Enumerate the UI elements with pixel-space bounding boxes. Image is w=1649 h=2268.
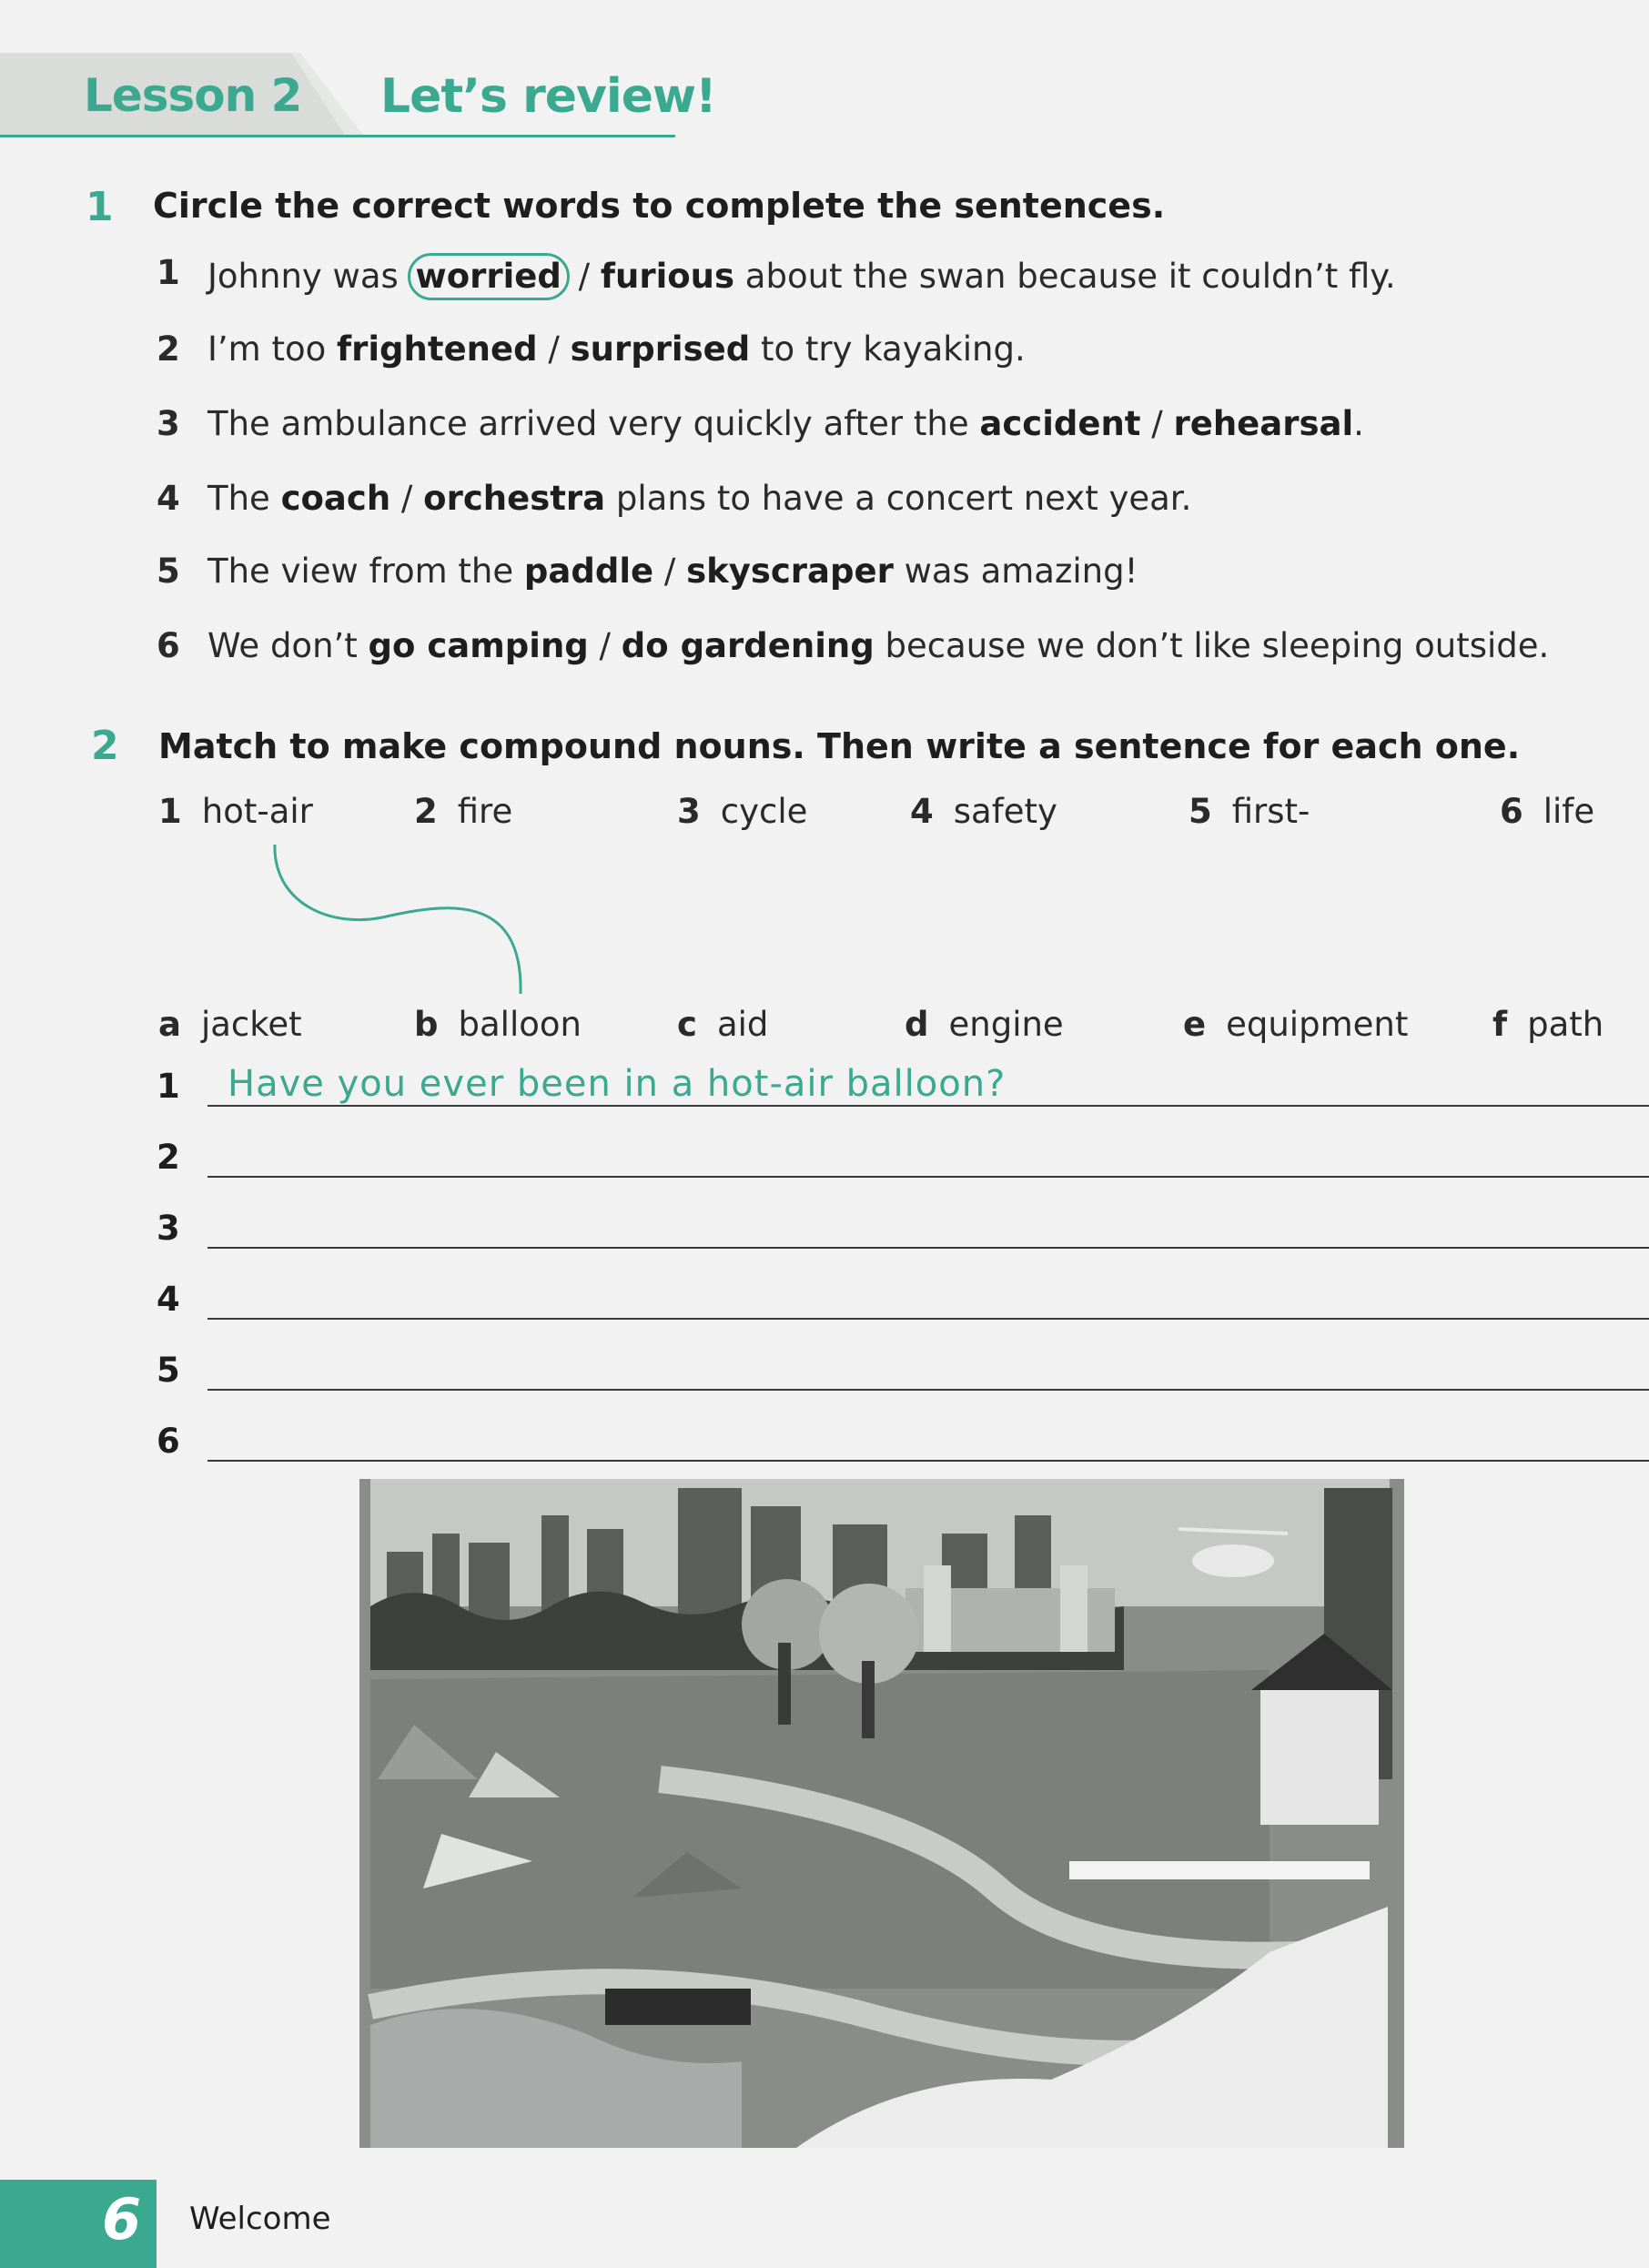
word-key: c	[677, 1005, 697, 1044]
line-number: 3	[157, 1209, 180, 1248]
match-right-word[interactable]	[905, 1005, 1064, 1044]
word-text: jacket	[200, 1005, 302, 1044]
option-separator: /	[588, 626, 622, 665]
answer-line-4[interactable]	[157, 1272, 1649, 1327]
word-key: f	[1492, 1005, 1508, 1044]
answer-line-2[interactable]	[157, 1130, 1649, 1185]
word-key: 3	[677, 792, 701, 831]
option-1[interactable]: go camping	[368, 626, 589, 665]
answer-line-3[interactable]	[157, 1201, 1649, 1256]
line-number: 5	[157, 1351, 180, 1390]
sentence-text	[207, 626, 1549, 665]
sentence-pre: The ambulance arrived very quickly after the	[207, 404, 980, 443]
match-right-word[interactable]	[1183, 1005, 1408, 1044]
word-text: first-	[1231, 792, 1310, 831]
option-separator: /	[567, 257, 601, 296]
word-text: safety	[953, 792, 1057, 831]
answer-rule	[207, 1318, 1649, 1320]
answer-line-5[interactable]	[157, 1343, 1649, 1398]
match-line-example	[264, 837, 546, 1001]
match-right-word[interactable]	[677, 1005, 768, 1044]
sentence-post: plans to have a concert next year.	[605, 479, 1192, 518]
option-2[interactable]: rehearsal	[1173, 404, 1354, 443]
header-rule	[0, 135, 675, 137]
sentence-pre: Johnny was	[207, 257, 410, 296]
line-number: 4	[157, 1280, 180, 1319]
sentence-text	[207, 479, 1191, 518]
option-1[interactable]: paddle	[523, 552, 654, 591]
answer-rule	[207, 1460, 1649, 1462]
option-separator: /	[653, 552, 687, 591]
word-key: 2	[414, 792, 438, 831]
item-number: 6	[157, 626, 180, 665]
sentence-pre: We don’t	[207, 626, 369, 665]
sentence-post: .	[1353, 404, 1364, 443]
option-separator: /	[537, 329, 571, 369]
option-2[interactable]: do gardening	[621, 626, 875, 665]
match-left-word[interactable]	[910, 792, 1057, 831]
word-key: 5	[1189, 792, 1212, 831]
lesson-label: Lesson 2	[84, 69, 302, 122]
match-right-word[interactable]	[158, 1005, 302, 1044]
item-number: 5	[157, 552, 180, 591]
match-left-word[interactable]	[1189, 792, 1310, 831]
match-left-word[interactable]	[158, 792, 313, 831]
option-2[interactable]: orchestra	[423, 479, 606, 518]
sentence-post: to try kayaking.	[750, 329, 1026, 369]
word-text: cycle	[720, 792, 808, 831]
word-text: balloon	[458, 1005, 582, 1044]
word-text: life	[1543, 792, 1595, 831]
match-left-word[interactable]	[677, 792, 807, 831]
word-key: e	[1183, 1005, 1207, 1044]
option-1[interactable]: frightened	[337, 329, 538, 369]
sentence-text	[207, 329, 1026, 369]
word-key: 4	[910, 792, 934, 831]
word-text: hot-air	[201, 792, 313, 831]
sentence-text	[207, 253, 1396, 300]
word-text: equipment	[1226, 1005, 1409, 1044]
word-key: d	[905, 1005, 929, 1044]
sentence-post: was amazing!	[893, 552, 1138, 591]
word-key: a	[158, 1005, 181, 1044]
sentence-pre: I’m too	[207, 329, 338, 369]
answer-rule	[207, 1389, 1649, 1391]
match-left-word[interactable]	[414, 792, 512, 831]
option-separator: /	[1140, 404, 1174, 443]
item-number: 2	[157, 329, 180, 369]
match-right-word[interactable]	[414, 1005, 582, 1044]
option-2[interactable]: surprised	[570, 329, 751, 369]
sentence-post: about the swan because it couldn’t fly.	[734, 257, 1396, 296]
item-number: 3	[157, 404, 180, 443]
word-key: 1	[158, 792, 182, 831]
sentence-pre: The	[207, 479, 281, 518]
word-key: b	[414, 1005, 439, 1044]
exercise-1-instruction: Circle the correct words to complete the sentences.	[153, 186, 1166, 226]
word-key: 6	[1500, 792, 1523, 831]
park-scene-illustration	[359, 1479, 1404, 2148]
option-2[interactable]: skyscraper	[686, 552, 894, 591]
word-text: engine	[948, 1005, 1064, 1044]
page-number: 6	[102, 2186, 142, 2253]
sentence-pre: The view from the	[207, 552, 524, 591]
section-label: Welcome	[189, 2201, 331, 2237]
line-number: 2	[157, 1138, 180, 1177]
option-separator: /	[390, 479, 424, 518]
word-text: fire	[457, 792, 513, 831]
option-1[interactable]: accident	[979, 404, 1141, 443]
answer-line-1[interactable]	[157, 1059, 1649, 1114]
option-1[interactable]: coach	[280, 479, 391, 518]
word-text: aid	[716, 1005, 769, 1044]
sentence-text	[207, 552, 1138, 591]
exercise-1-number: 1	[86, 184, 114, 230]
match-right-word[interactable]	[1492, 1005, 1603, 1044]
page-title: Let’s review!	[380, 69, 716, 124]
answer-rule	[207, 1105, 1649, 1107]
answer-rule	[207, 1176, 1649, 1178]
line-number: 1	[157, 1067, 180, 1106]
sentence-post: because we don’t like sleeping outside.	[874, 626, 1550, 665]
answer-rule	[207, 1247, 1649, 1249]
sentence-text	[207, 404, 1364, 443]
item-number: 1	[157, 253, 180, 292]
word-text: path	[1527, 1005, 1604, 1044]
option-1-circled[interactable]: worried	[408, 253, 570, 300]
answer-line-6[interactable]	[157, 1414, 1649, 1469]
line-number: 6	[157, 1422, 180, 1461]
exercise-2-number: 2	[91, 723, 119, 769]
exercise-2-instruction: Match to make compound nouns. Then write a sentence for each one.	[158, 726, 1521, 766]
match-left-word[interactable]	[1500, 792, 1594, 831]
item-number: 4	[157, 479, 180, 518]
option-2[interactable]: furious	[600, 257, 735, 296]
handwritten-answer: Have you ever been in a hot-air balloon?	[228, 1063, 1007, 1105]
